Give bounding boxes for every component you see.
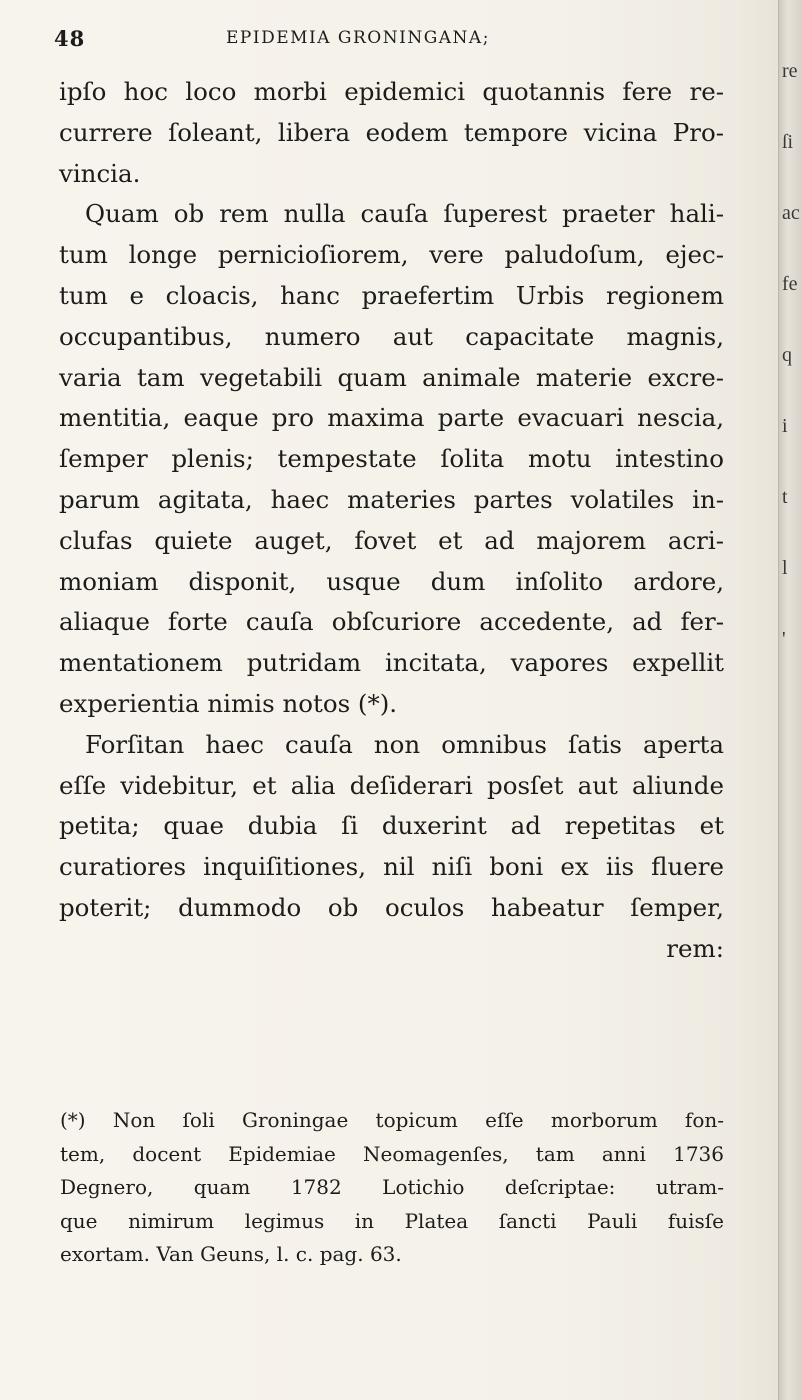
- text-line: aliaque forte cauſa obſcuriore accedente, ad fer-: [59, 607, 724, 637]
- text-line: tum e cloacis, hanc praefertim Urbis regionem: [59, 280, 724, 310]
- text-line: varia tam vegetabili quam animale materie excre-: [59, 362, 724, 392]
- facing-page-edge: [778, 0, 801, 1400]
- text-line: poterit; dummodo ob oculos habeatur ſemper,: [59, 892, 724, 922]
- footnote-line: (*) Non ſoli Groningae topicum eſſe morborum fon-: [60, 1108, 724, 1132]
- edge-fragment: l: [782, 557, 788, 579]
- page-number: 48: [54, 26, 86, 51]
- text-line: mentationem putridam incitata, vapores expellit: [59, 648, 724, 678]
- footnote-line: exortam. Van Geuns, l. c. pag. 63.: [60, 1242, 402, 1266]
- catchword: rem:: [666, 933, 724, 963]
- edge-fragment: ac: [782, 202, 800, 224]
- text-line: curatiores inquiſitiones, nil niſi boni ex iis fluere: [59, 852, 724, 882]
- page-header: [54, 26, 744, 56]
- edge-fragment: fe: [782, 273, 798, 295]
- running-title: EPIDEMIA GRONINGANA;: [226, 28, 490, 48]
- text-line: experientia nimis notos (*).: [59, 688, 398, 718]
- edge-fragment: t: [782, 486, 788, 508]
- main-text: [59, 72, 724, 970]
- text-line: Quam ob rem nulla cauſa ſuperest praeter hali-: [85, 199, 724, 229]
- text-line: tum longe pernicioſiorem, vere paludoſum, ejec-: [59, 240, 724, 270]
- text-line: ipſo hoc loco morbi epidemici quotannis fere re-: [59, 77, 724, 106]
- footnote-line: Degnero, quam 1782 Lotichio deſcriptae: utram-: [60, 1175, 724, 1199]
- text-line: ſemper plenis; tempestate ſolita motu intestino: [59, 444, 724, 474]
- footnote-line: tem, docent Epidemiae Neomagenſes, tam anni 1736: [60, 1141, 724, 1166]
- text-line: parum agitata, haec materies partes volatiles in-: [59, 484, 724, 514]
- text-line: eſſe videbitur, et alia deſiderari posſet aut aliunde: [59, 770, 724, 800]
- edge-fragment: i: [782, 415, 788, 437]
- text-line: moniam disponit, usque dum inſolito ardore,: [59, 566, 724, 596]
- text-line: clufas quiete auget, fovet et ad majorem acri-: [59, 525, 724, 555]
- footnote: [60, 1104, 724, 1272]
- edge-fragment: ': [782, 628, 786, 650]
- edge-fragment: q: [782, 344, 792, 366]
- edge-fragment: ſi: [782, 131, 794, 153]
- footnote-line: que nimirum legimus in Platea ſancti Pauli fuisſe: [60, 1208, 724, 1233]
- text-line: vincia.: [59, 158, 141, 188]
- text-line: petita; quae dubia ſi duxerint ad repetitas et: [59, 811, 724, 841]
- text-line: currere ſoleant, libera eodem tempore vicina Pro-: [59, 117, 724, 147]
- text-line: mentitia, eaque pro maxima parte evacuari nescia,: [59, 403, 724, 433]
- text-line: Forſitan haec cauſa non omnibus ſatis aperta: [85, 729, 724, 759]
- text-line: occupantibus, numero aut capacitate magnis,: [59, 321, 724, 351]
- edge-fragment: re: [782, 60, 798, 82]
